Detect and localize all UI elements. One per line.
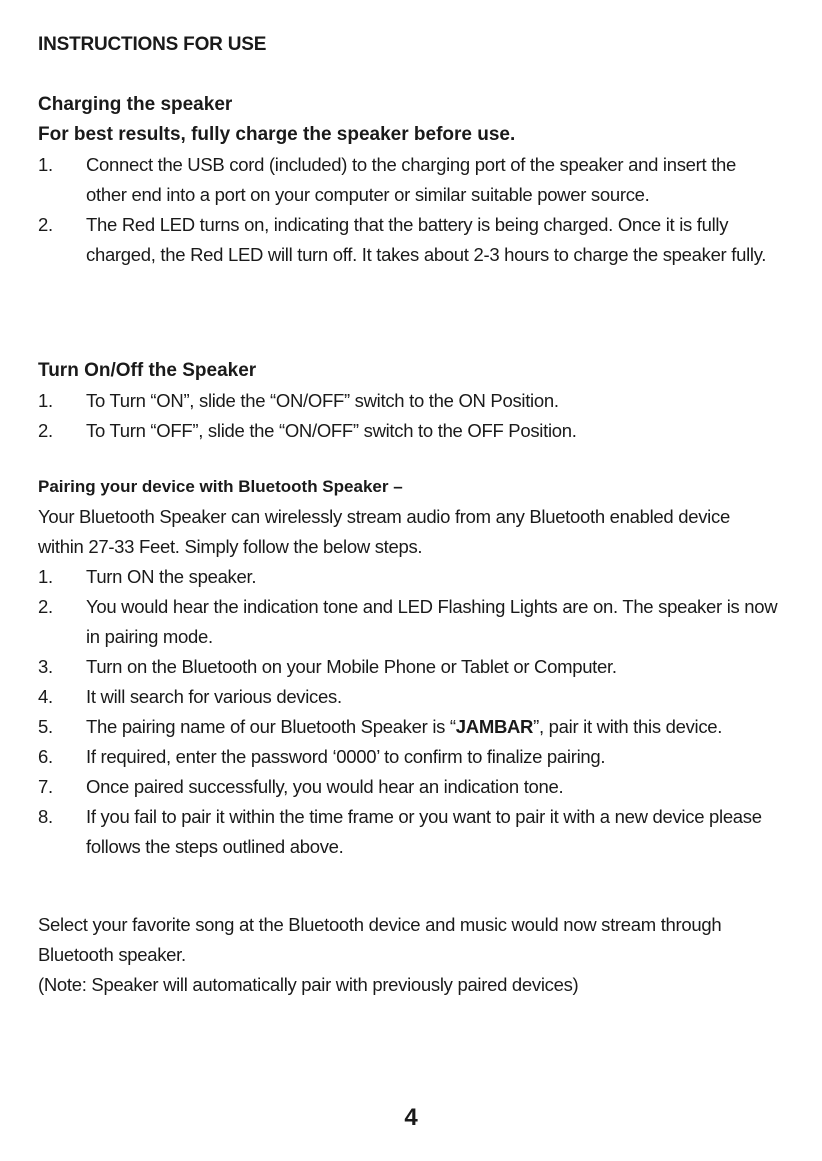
step-text: It will search for various devices. (86, 686, 342, 707)
step-number: 4. (38, 686, 53, 707)
step-number: 1. (38, 154, 53, 175)
charging-heading: Charging the speaker (38, 94, 233, 115)
step-text: To Turn “ON”, slide the “ON/OFF” switch to the ON Position. (86, 390, 559, 411)
list-item (38, 652, 778, 682)
step-text-before: The pairing name of our Bluetooth Speaker is “ (86, 716, 456, 737)
step-number: 5. (38, 716, 53, 737)
step-text: Connect the USB cord (included) to the charging port of the speaker and insert the other end into a port on your computer or similar suitable power source. (86, 154, 737, 205)
power-heading: Turn On/Off the Speaker (38, 360, 257, 381)
step-text: Turn ON the speaker. (86, 566, 257, 587)
step-number: 6. (38, 746, 53, 767)
closing-note: (Note: Speaker will automatically pair with previously paired devices) (38, 974, 579, 995)
charging-steps (38, 150, 778, 270)
step-text: Once paired successfully, you would hear an indication tone. (86, 776, 564, 797)
power-section (38, 356, 778, 446)
list-item (38, 150, 778, 210)
pairing-intro: Your Bluetooth Speaker can wirelessly stream audio from any Bluetooth enabled device within 27-33 Feet. Simply follow the below steps. (38, 506, 730, 557)
list-item (38, 386, 778, 416)
step-text: To Turn “OFF”, slide the “ON/OFF” switch to the OFF Position. (86, 420, 577, 441)
page-number: 4 (404, 1104, 418, 1131)
list-item (38, 562, 778, 592)
list-item (38, 742, 778, 772)
step-number: 2. (38, 214, 53, 235)
list-item (38, 772, 778, 802)
step-text: Turn on the Bluetooth on your Mobile Phone or Tablet or Computer. (86, 656, 617, 677)
list-item (38, 682, 778, 712)
list-item (38, 416, 778, 446)
page-title: INSTRUCTIONS FOR USE (38, 34, 267, 55)
list-item (38, 802, 778, 862)
step-number: 2. (38, 596, 53, 617)
step-number: 3. (38, 656, 53, 677)
step-number: 8. (38, 806, 53, 827)
step-number: 1. (38, 566, 53, 587)
closing-section (38, 910, 778, 1000)
step-text: The Red LED turns on, indicating that the battery is being charged. Once it is fully charged, the Red LED will turn off. It takes about 2-3 hours to charge the speaker fully. (86, 214, 767, 265)
pairing-steps (38, 562, 778, 862)
charging-subheading: For best results, fully charge the speaker before use. (38, 124, 516, 145)
closing-text: Select your favorite song at the Bluetooth device and music would now stream through Bluetooth speaker. (38, 914, 722, 965)
list-item (38, 712, 778, 742)
charging-section (38, 90, 778, 270)
device-name: JAMBAR (455, 716, 534, 737)
step-text (86, 716, 722, 737)
power-steps (38, 386, 778, 446)
pairing-heading: Pairing your device with Bluetooth Speaker – (38, 477, 403, 496)
list-item (38, 592, 778, 652)
step-text: If you fail to pair it within the time frame or you want to pair it with a new device please follows the steps outlined above. (86, 806, 762, 857)
step-number: 7. (38, 776, 53, 797)
pairing-section (38, 472, 778, 862)
step-number: 2. (38, 420, 53, 441)
step-text: You would hear the indication tone and LED Flashing Lights are on. The speaker is now in pairing mode. (86, 596, 778, 647)
step-text-after: ”, pair it with this device. (533, 716, 723, 737)
step-text: If required, enter the password ‘0000’ to confirm to finalize pairing. (86, 746, 606, 767)
step-number: 1. (38, 390, 53, 411)
list-item (38, 210, 778, 270)
